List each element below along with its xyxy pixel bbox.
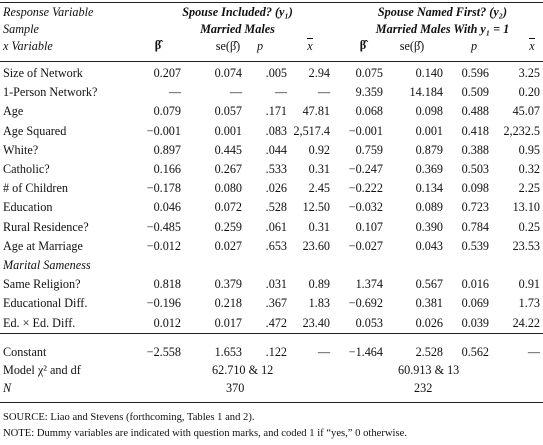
cell-xbar-1: — [317, 345, 330, 359]
cell-beta-1: −0.012 [146, 238, 181, 253]
cell-p-1: .061 [265, 219, 287, 234]
table-row [0, 162, 543, 180]
row-label: Catholic? [3, 162, 50, 176]
row-label: Age Squared [3, 123, 67, 138]
cell-p-1: .533 [265, 162, 287, 176]
table-row [0, 316, 543, 334]
cell-xbar-2: 3.25 [518, 66, 540, 80]
cell-beta-2: −0.032 [348, 200, 383, 215]
row-label: Age [3, 104, 24, 119]
cell-se-1: 0.267 [214, 162, 242, 176]
cell-se-2: 0.567 [415, 277, 443, 292]
table-row [0, 277, 543, 295]
dummy-note: NOTE: Dummy variables are indicated with question marks, and coded 1 if “yes,” 0 otherwise. [3, 428, 407, 439]
cell-beta-1: −2.558 [146, 345, 181, 359]
cell-se-2: 0.369 [415, 162, 443, 176]
section-header [0, 258, 543, 276]
cell-p-2: 0.509 [461, 85, 489, 100]
cell-p-1: .367 [265, 296, 287, 311]
row-label: Ed. × Ed. Diff. [3, 315, 76, 330]
cell-xbar-2: 0.20 [518, 85, 540, 100]
cell-se-2: 0.043 [415, 238, 443, 253]
cell-se-2: 14.184 [409, 85, 443, 100]
cell-se-1: 0.218 [214, 296, 242, 311]
n-g1: 370 [226, 381, 245, 395]
cell-beta-2: −0.222 [348, 181, 383, 196]
cell-p-1: — [274, 85, 287, 100]
cell-beta-1: −0.196 [146, 296, 181, 311]
cell-p-2: 0.539 [461, 238, 489, 253]
table-row [0, 296, 543, 314]
table-row [0, 220, 543, 238]
col-se-1: se(β̂) [215, 39, 241, 53]
cell-beta-1: −0.178 [146, 181, 181, 196]
row-label: Age at Marriage [3, 238, 83, 253]
cell-se-2: 0.140 [415, 66, 443, 80]
cell-se-1: 0.057 [214, 104, 242, 119]
cell-se-1: 0.379 [214, 277, 242, 292]
col-beta-1: β̂ [154, 38, 162, 52]
cell-beta-2: −0.247 [348, 162, 383, 176]
cell-xbar-1: 2.94 [308, 66, 330, 80]
col-p-2: p [470, 39, 478, 53]
cell-se-1: 0.445 [214, 142, 242, 157]
cell-xbar-1: 0.31 [308, 162, 330, 176]
row-label: Educational Diff. [3, 296, 88, 311]
cell-beta-1: −0.001 [146, 123, 181, 138]
table-row-constant [0, 345, 543, 363]
cell-se-1: 0.072 [214, 200, 242, 215]
cell-xbar-1: 23.60 [302, 238, 330, 253]
col-p-1: p [256, 39, 264, 53]
cell-p-1: .044 [265, 142, 287, 157]
cell-se-1: 0.074 [214, 66, 242, 80]
group2-title: Spouse Named First? (y₂) [377, 5, 508, 19]
cell-p-2: 0.784 [461, 219, 489, 234]
table-row [0, 200, 543, 218]
cell-se-2: 0.134 [415, 181, 443, 196]
model-g1: 62.710 & 12 [212, 363, 274, 377]
cell-p-1: .005 [265, 66, 287, 80]
cell-se-1: 0.080 [214, 181, 242, 196]
cell-beta-1: 0.012 [153, 315, 181, 330]
cell-beta-2: −0.027 [348, 238, 383, 253]
cell-beta-1: 0.046 [153, 200, 181, 215]
cell-se-2: 0.390 [415, 219, 443, 234]
cell-xbar-2: 0.91 [518, 277, 540, 292]
cell-xbar-1: 0.31 [308, 219, 330, 234]
row-label: Constant [3, 345, 47, 359]
cell-se-1: — [229, 85, 242, 100]
cell-beta-1: — [168, 85, 181, 100]
col-beta-2: β̂ [359, 38, 367, 52]
top-rule [0, 2, 543, 3]
cell-p-2: 0.723 [461, 200, 489, 215]
cell-beta-2: 1.374 [355, 277, 383, 292]
cell-p-1: .083 [265, 123, 287, 138]
table-row [0, 66, 543, 84]
cell-se-2: 0.026 [415, 315, 443, 330]
row-label: Rural Residence? [3, 219, 89, 234]
cell-se-2: 0.879 [415, 142, 443, 157]
cell-beta-2: −0.692 [348, 296, 383, 311]
cell-beta-1: 0.897 [153, 142, 181, 157]
cell-beta-2: 0.053 [355, 315, 383, 330]
cell-xbar-2: 45.07 [512, 104, 540, 119]
cell-beta-1: 0.818 [153, 277, 181, 292]
header-x-variable: x Variable [3, 39, 53, 53]
source-note: SOURCE: Liao and Stevens (forthcoming, Tables 1 and 2). [3, 412, 255, 423]
cell-p-2: 0.069 [461, 296, 489, 311]
cell-beta-2: 9.359 [355, 85, 383, 100]
table-row [0, 104, 543, 122]
cell-p-2: 0.039 [461, 315, 489, 330]
cell-xbar-2: 2,232.5 [503, 123, 540, 138]
cell-p-2: 0.016 [461, 277, 489, 292]
col-xbar-2: x [529, 39, 535, 53]
cell-xbar-1: 2,517.4 [293, 123, 330, 138]
cell-se-1: 1.653 [214, 345, 242, 359]
cell-p-2: 0.418 [461, 123, 489, 138]
cell-xbar-2: 23.53 [512, 238, 540, 253]
row-label: Education [3, 200, 53, 215]
table-row [0, 124, 543, 142]
model-g2: 60.913 & 13 [398, 363, 460, 377]
cell-p-2: 0.098 [461, 181, 489, 196]
header-sample: Sample [3, 22, 39, 36]
col-xbar-1: x [307, 39, 313, 53]
cell-se-2: 2.528 [415, 345, 443, 359]
row-label: 1-Person Network? [3, 85, 98, 100]
group1-sample: Married Males [200, 22, 275, 36]
cell-p-1: .171 [265, 104, 287, 119]
cell-beta-2: 0.759 [355, 142, 383, 157]
cell-p-1: .528 [265, 200, 287, 215]
group2-sample: Married Males With y₁ = 1 [375, 22, 510, 36]
cell-beta-1: 0.166 [153, 162, 181, 176]
cell-beta-2: 0.075 [355, 66, 383, 80]
table-row [0, 143, 543, 161]
row-label: N [3, 381, 12, 395]
cell-beta-2: −0.001 [348, 123, 383, 138]
row-label: Marital Sameness [3, 258, 91, 272]
bottom-rule [0, 402, 543, 403]
header-response-variable: Response Variable [3, 5, 94, 19]
cell-p-2: 0.488 [461, 104, 489, 119]
group1-title: Spouse Included? (y₁) [182, 5, 293, 19]
row-label: Size of Network [3, 66, 83, 80]
header-rule [0, 61, 543, 62]
cell-beta-2: −1.464 [348, 345, 383, 359]
cell-se-1: 0.259 [214, 219, 242, 234]
cell-xbar-2: 13.10 [512, 200, 540, 215]
cell-xbar-1: 12.50 [302, 200, 330, 215]
cell-xbar-1: 2.45 [308, 181, 330, 196]
cell-p-2: 0.562 [461, 345, 489, 359]
cell-se-1: 0.001 [214, 123, 242, 138]
cell-xbar-2: — [527, 345, 540, 359]
cell-xbar-2: 2.25 [518, 181, 540, 196]
cell-p-1: .122 [265, 345, 287, 359]
n-g2: 232 [414, 381, 433, 395]
cell-xbar-2: 0.32 [518, 162, 540, 176]
cell-xbar-1: 0.89 [308, 277, 330, 292]
cell-xbar-2: 0.25 [518, 219, 540, 234]
row-label: # of Children [3, 181, 68, 196]
cell-beta-1: −0.485 [146, 219, 181, 234]
cell-p-1: .031 [265, 277, 287, 292]
cell-xbar-2: 24.22 [512, 315, 540, 330]
cell-beta-2: 0.068 [355, 104, 383, 119]
cell-p-1: .026 [265, 181, 287, 196]
cell-xbar-1: 0.92 [308, 142, 330, 157]
cell-p-2: 0.596 [461, 66, 489, 80]
cell-se-2: 0.001 [415, 123, 443, 138]
cell-se-1: 0.017 [214, 315, 242, 330]
table-row [0, 181, 543, 199]
table-row-n [0, 381, 543, 399]
cell-xbar-1: 47.81 [302, 104, 330, 119]
table-row-model [0, 363, 543, 381]
table-row [0, 85, 543, 103]
cell-xbar-1: — [317, 85, 330, 100]
row-label: White? [3, 142, 39, 157]
cell-beta-1: 0.079 [153, 104, 181, 119]
cell-p-2: 0.503 [461, 162, 489, 176]
col-se-2: se(β̂) [399, 39, 425, 53]
cell-se-2: 0.381 [415, 296, 443, 311]
cell-xbar-1: 23.40 [302, 315, 330, 330]
row-label: Same Religion? [3, 277, 81, 292]
cell-p-1: .653 [265, 238, 287, 253]
cell-se-1: 0.027 [214, 238, 242, 253]
table-row [0, 239, 543, 257]
cell-se-2: 0.098 [415, 104, 443, 119]
cell-se-2: 0.089 [415, 200, 443, 215]
cell-beta-2: 0.107 [355, 219, 383, 234]
row-label: Model χ² and df [3, 363, 81, 377]
cell-xbar-2: 0.95 [518, 142, 540, 157]
cell-p-1: .472 [265, 315, 287, 330]
cell-p-2: 0.388 [461, 142, 489, 157]
cell-xbar-1: 1.83 [308, 296, 330, 311]
cell-beta-1: 0.207 [153, 66, 181, 80]
cell-xbar-2: 1.73 [518, 296, 540, 311]
